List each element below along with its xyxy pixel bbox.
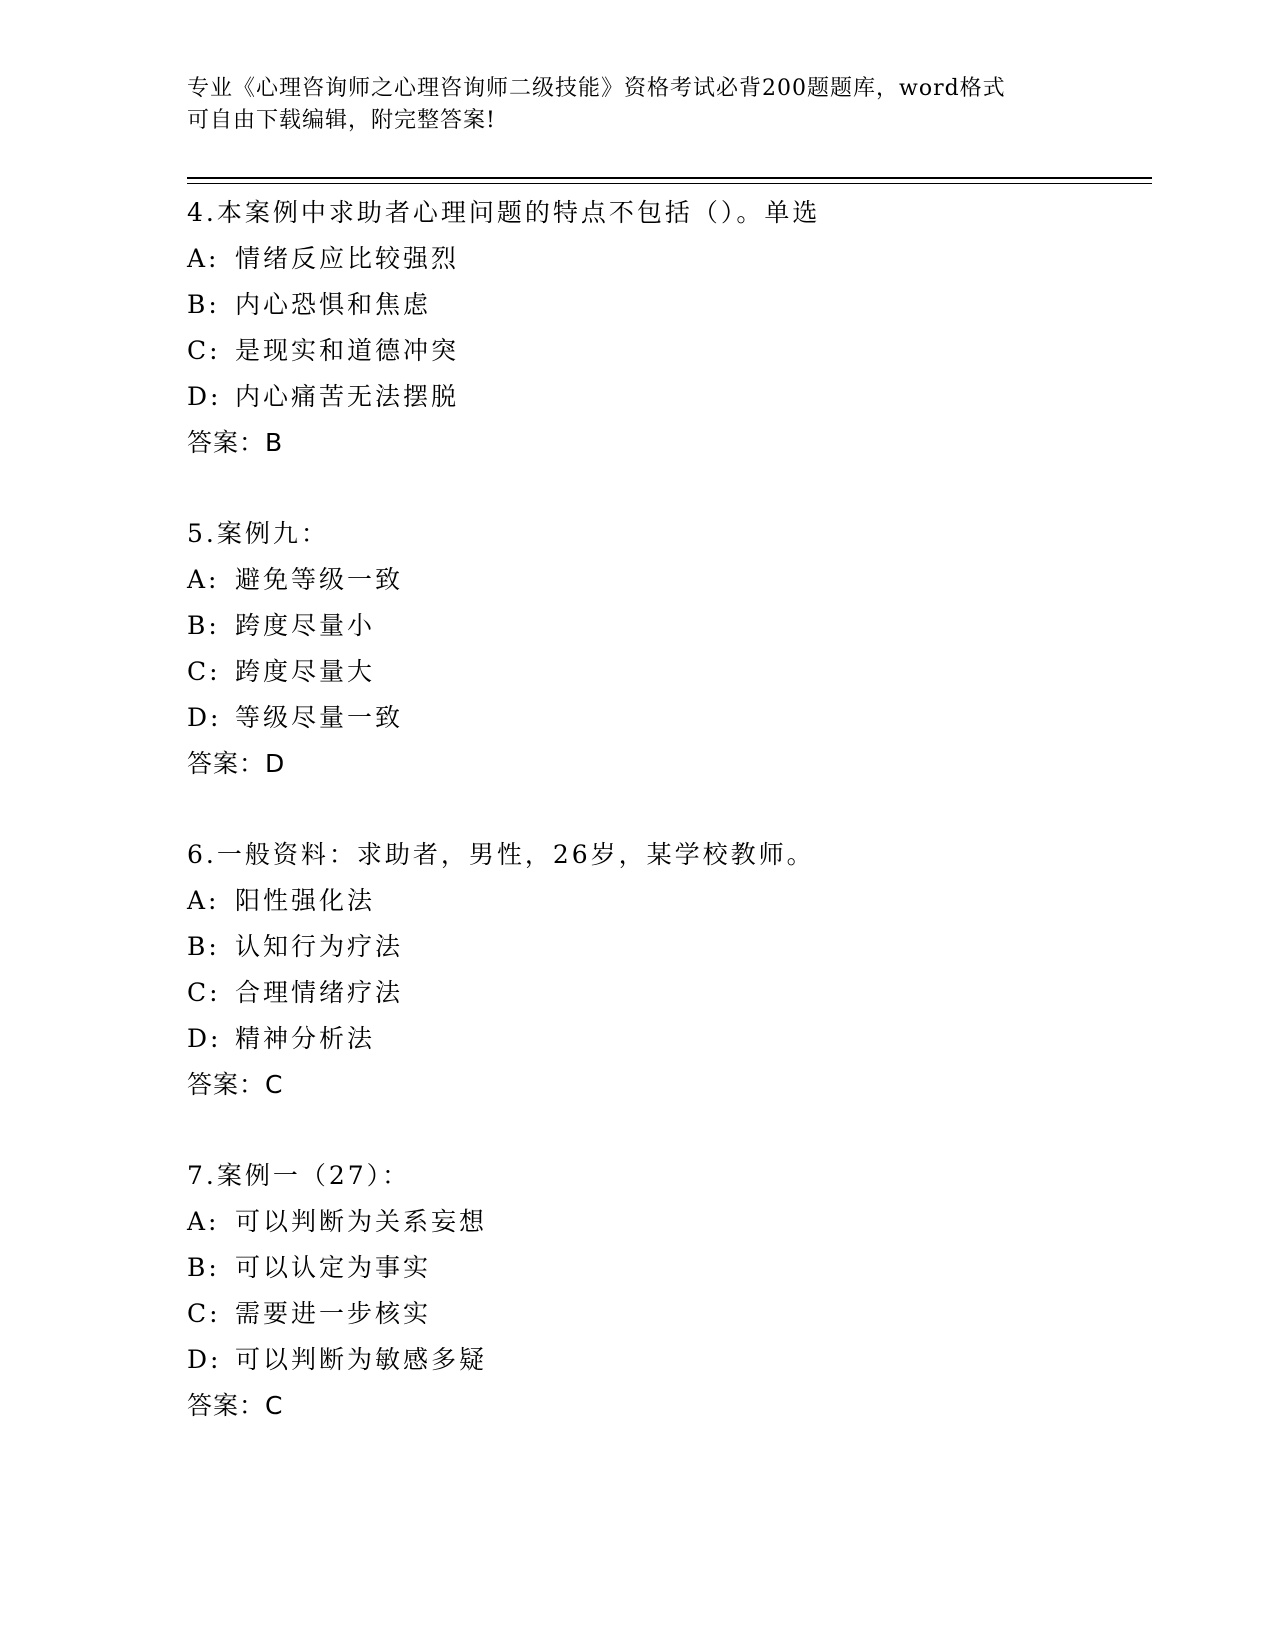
answer-line: 答案：C	[187, 1391, 284, 1420]
option-key: A:	[187, 886, 220, 915]
question-stem: 5.案例九：	[187, 519, 329, 548]
option-b	[187, 924, 1152, 970]
option-key: C:	[187, 1299, 221, 1328]
option-text: 内心痛苦无法摆脱	[235, 382, 460, 411]
question-6	[187, 832, 1152, 1108]
option-key: C:	[187, 978, 221, 1007]
option-a	[187, 878, 1152, 924]
document-header	[187, 73, 1067, 137]
option-c	[187, 1291, 1152, 1337]
question-4	[187, 190, 1152, 466]
option-a	[187, 1199, 1152, 1245]
question-stem: 7.案例一（27）：	[187, 1161, 411, 1190]
header-divider-thin	[187, 183, 1152, 184]
question-stem: 4.本案例中求助者心理问题的特点不包括（）。单选	[187, 198, 821, 227]
option-text: 内心恐惧和焦虑	[235, 290, 432, 319]
option-d	[187, 695, 1152, 741]
option-key: D:	[187, 703, 222, 732]
option-d	[187, 1016, 1152, 1062]
option-key: D:	[187, 1024, 222, 1053]
option-c	[187, 328, 1152, 374]
option-key: A:	[187, 244, 220, 273]
option-a	[187, 236, 1152, 282]
option-b	[187, 1245, 1152, 1291]
option-key: D:	[187, 382, 222, 411]
question-list	[187, 190, 1152, 1474]
option-text: 情绪反应比较强烈	[235, 244, 460, 273]
option-text: 需要进一步核实	[235, 1299, 432, 1328]
option-d	[187, 1337, 1152, 1383]
option-d	[187, 374, 1152, 420]
option-a	[187, 557, 1152, 603]
header-line-1: 专业《心理咨询师之心理咨询师二级技能》资格考试必背200题题库，word格式	[187, 76, 1006, 101]
option-key: B:	[187, 932, 220, 961]
option-text: 精神分析法	[235, 1024, 376, 1053]
question-7	[187, 1153, 1152, 1429]
option-key: C:	[187, 657, 221, 686]
option-key: C:	[187, 336, 221, 365]
option-text: 可以认定为事实	[235, 1253, 432, 1282]
option-key: B:	[187, 290, 220, 319]
option-b	[187, 603, 1152, 649]
option-text: 避免等级一致	[235, 565, 404, 594]
answer-line: 答案：C	[187, 1070, 284, 1099]
option-text: 认知行为疗法	[235, 932, 404, 961]
option-text: 可以判断为关系妄想	[235, 1207, 488, 1236]
option-text: 可以判断为敏感多疑	[235, 1345, 488, 1374]
option-text: 跨度尽量小	[235, 611, 376, 640]
option-text: 阳性强化法	[235, 886, 376, 915]
option-key: D:	[187, 1345, 222, 1374]
option-text: 跨度尽量大	[235, 657, 376, 686]
question-5	[187, 511, 1152, 787]
header-divider-thick	[187, 177, 1152, 179]
option-key: B:	[187, 1253, 220, 1282]
option-text: 是现实和道德冲突	[235, 336, 460, 365]
question-stem: 6.一般资料：求助者，男性，26岁，某学校教师。	[187, 840, 815, 869]
option-text: 等级尽量一致	[235, 703, 404, 732]
option-b	[187, 282, 1152, 328]
answer-line: 答案：D	[187, 749, 286, 778]
option-key: A:	[187, 565, 220, 594]
option-key: B:	[187, 611, 220, 640]
option-key: A:	[187, 1207, 220, 1236]
header-line-2: 可自由下载编辑，附完整答案!	[187, 108, 496, 133]
option-c	[187, 649, 1152, 695]
option-c	[187, 970, 1152, 1016]
answer-line: 答案：B	[187, 428, 284, 457]
option-text: 合理情绪疗法	[235, 978, 404, 1007]
